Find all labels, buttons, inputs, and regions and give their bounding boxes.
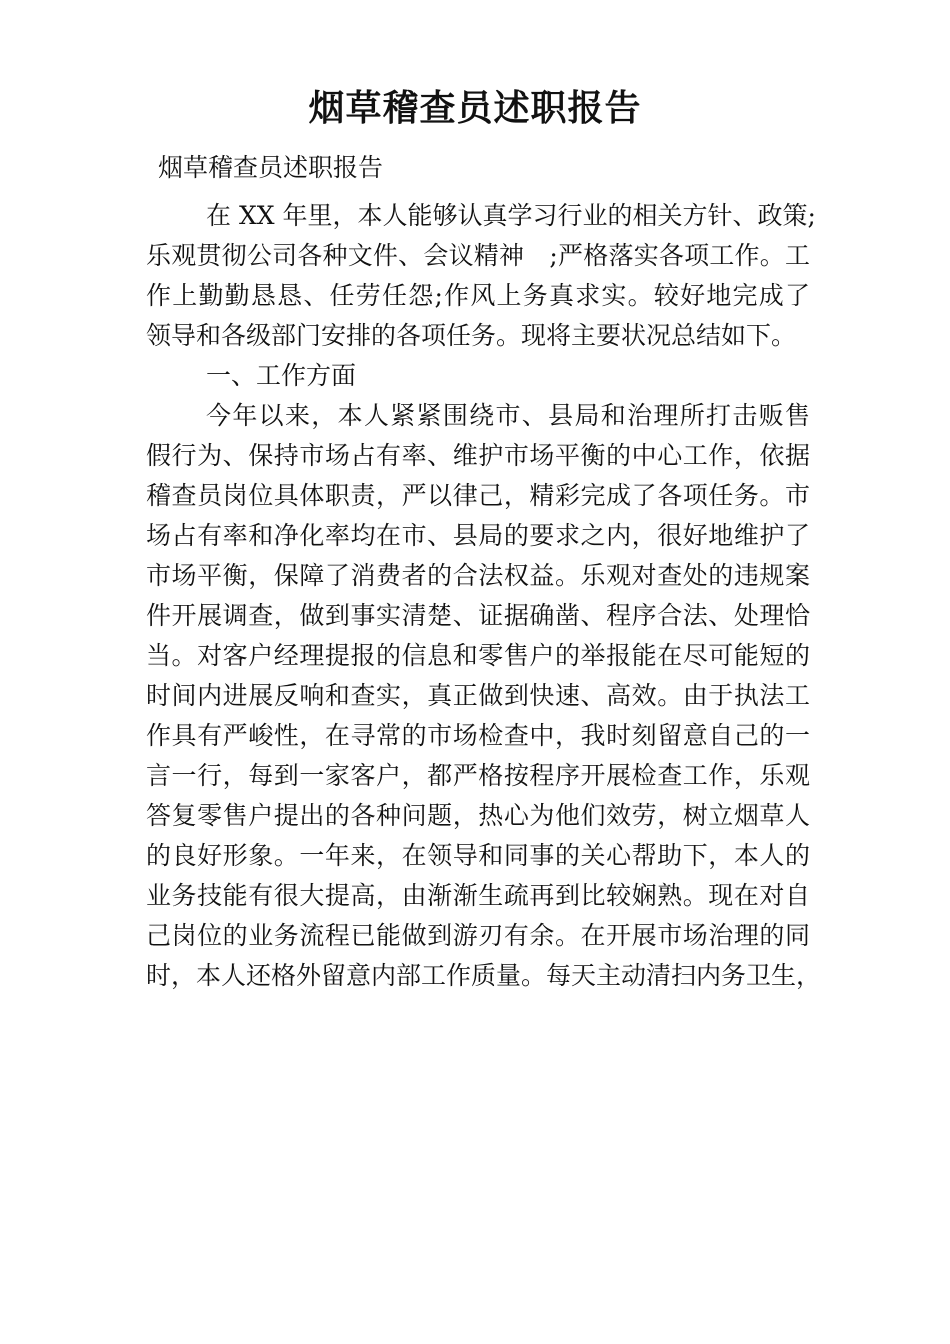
text-line: 的良好形象。一年来，在领导和同事的关心帮助下，本人的 (146, 841, 810, 870)
document-subtitle: 烟草稽查员述职报告 (158, 153, 384, 182)
text-line: 今年以来，本人紧紧围绕市、县局和治理所打击贩售 (206, 401, 810, 430)
text-line: 当。对客户经理提报的信息和零售户的举报能在尽可能短的 (146, 641, 810, 670)
text-line: 言一行，每到一家客户，都严格按程序开展检查工作，乐观 (146, 761, 810, 790)
text-line: 时，本人还格外留意内部工作质量。每天主动清扫内务卫生， (146, 961, 822, 990)
section-heading-text: 一、工作方面 (206, 361, 357, 390)
document-title: 烟草稽查员述职报告 (308, 87, 642, 129)
text-line: 乐观贯彻公司各种文件、会议精神 ;严格落实各项工作。工 (146, 241, 810, 270)
section-heading (146, 356, 810, 396)
text-line: 己岗位的业务流程已能做到游刃有余。在开展市场治理的同 (146, 921, 810, 950)
text-line: 件开展调查，做到事实清楚、证据确凿、程序合法、处理恰 (146, 601, 810, 630)
text-line: 稽查员岗位具体职责，严以律己，精彩完成了各项任务。市 (146, 481, 810, 510)
text-line: 作上勤勤恳恳、任劳任怨;作风上务真求实。较好地完成了 (146, 281, 810, 310)
document-body (146, 196, 822, 996)
text-line: 场占有率和净化率均在市、县局的要求之内，很好地维护了 (146, 521, 810, 550)
text-line: 假行为、保持市场占有率、维护市场平衡的中心工作，依据 (146, 441, 810, 470)
paragraph-work (146, 396, 822, 996)
text-line: 作具有严峻性，在寻常的市场检查中，我时刻留意自己的一 (146, 721, 810, 750)
text-line: 答复零售户提出的各种问题，热心为他们效劳，树立烟草人 (146, 801, 810, 830)
paragraph-intro (146, 196, 816, 356)
text-line: 市场平衡，保障了消费者的合法权益。乐观对查处的违规案 (146, 561, 810, 590)
text-line: 领导和各级部门安排的各项任务。现将主要状况总结如下。 (146, 321, 797, 350)
text-line: 业务技能有很大提高，由渐渐生疏再到比较娴熟。现在对自 (146, 881, 810, 910)
text-line: 在 XX 年里，本人能够认真学习行业的相关方针、政策; (206, 201, 816, 230)
text-line: 时间内进展反响和查实，真正做到快速、高效。由于执法工 (146, 681, 810, 710)
